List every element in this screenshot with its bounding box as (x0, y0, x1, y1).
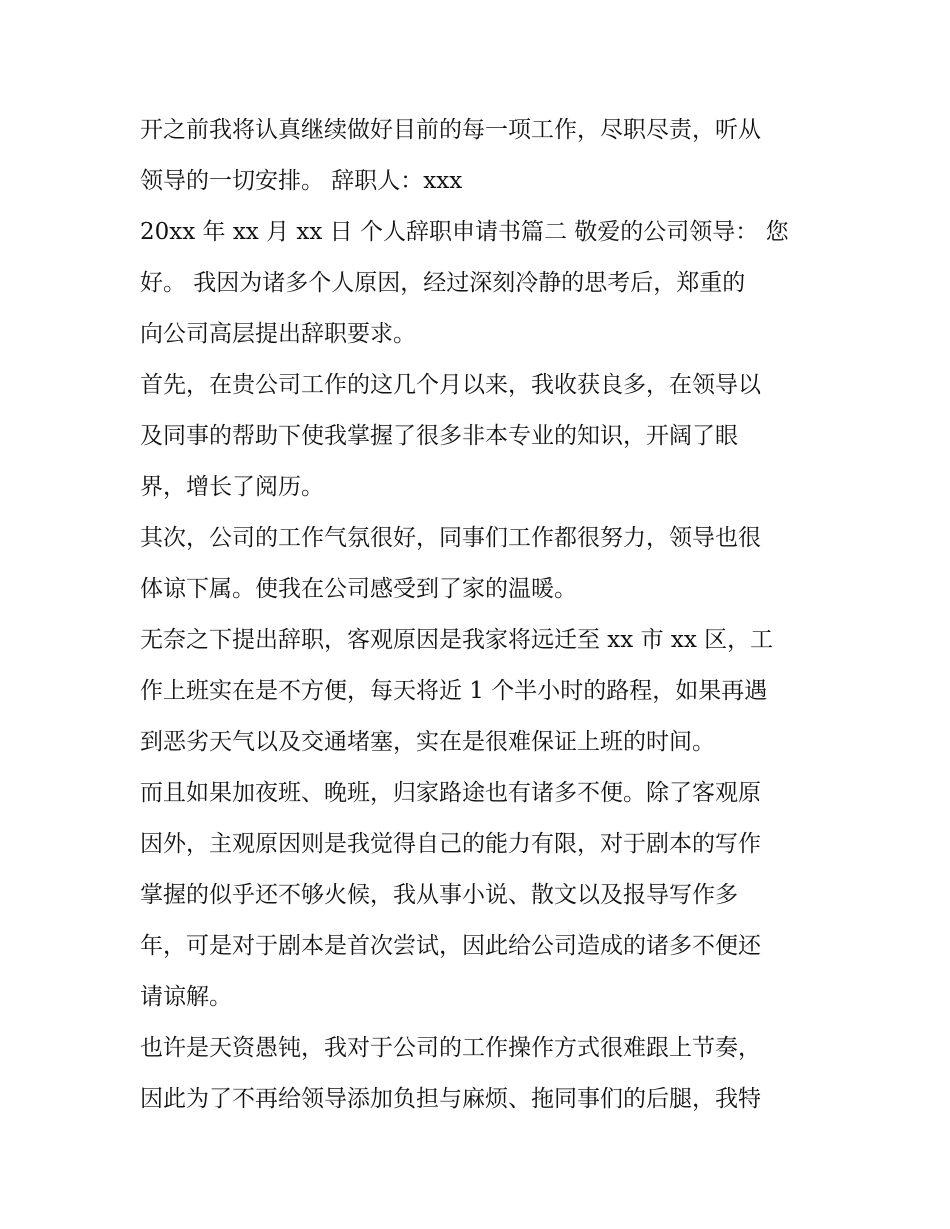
text-line: 因此为了不再给领导添加负担与麻烦、拖同事们的后腿，我特 (140, 1086, 761, 1112)
text-line: 20xx 年 xx 月 xx 日 个人辞职申请书篇二 敬爱的公司领导： 您 (140, 219, 789, 245)
text-line: 及同事的帮助下使我掌握了很多非本专业的知识，开阔了眼 (140, 423, 738, 449)
text-line: 因外，主观原因则是我觉得自己的能力有限，对于剧本的写作 (140, 831, 761, 857)
text-line: 而且如果加夜班、晚班，归家路途也有诸多不便。除了客观原 (140, 780, 761, 806)
text-line: 向公司高层提出辞职要求。 (140, 321, 416, 347)
text-line: 到恶劣天气以及交通堵塞，实在是很难保证上班的时间。 (140, 729, 715, 755)
text-line: 首先，在贵公司工作的这几个月以来，我收获良多，在领导以 (140, 372, 761, 398)
text-line: 体谅下属。使我在公司感受到了家的温暖。 (140, 576, 577, 602)
text-line: 掌握的似乎还不够火候，我从事小说、散文以及报导写作多 (140, 882, 738, 908)
text-line: 领导的一切安排。 辞职人：xxx (140, 168, 463, 194)
text-line: 其次，公司的工作气氛很好，同事们工作都很努力，领导也很 (140, 525, 761, 551)
text-line: 开之前我将认真继续做好目前的每一项工作，尽职尽责，听从 (140, 117, 761, 143)
text-line: 无奈之下提出辞职，客观原因是我家将远迁至 xx 市 xx 区，工 (140, 627, 774, 653)
body-text (140, 105, 820, 1125)
text-line: 好。 我因为诸多个人原因，经过深刻冷静的思考后，郑重的 (140, 270, 746, 296)
text-line: 界，增长了阅历。 (140, 474, 324, 500)
text-line: 年，可是对于剧本是首次尝试，因此给公司造成的诸多不便还 (140, 933, 761, 959)
text-line: 作上班实在是不方便，每天将近 1 个半小时的路程，如果再遇 (140, 678, 768, 704)
text-line: 请谅解。 (140, 984, 232, 1010)
text-line: 也许是天资愚钝，我对于公司的工作操作方式很难跟上节奏， (140, 1035, 761, 1061)
